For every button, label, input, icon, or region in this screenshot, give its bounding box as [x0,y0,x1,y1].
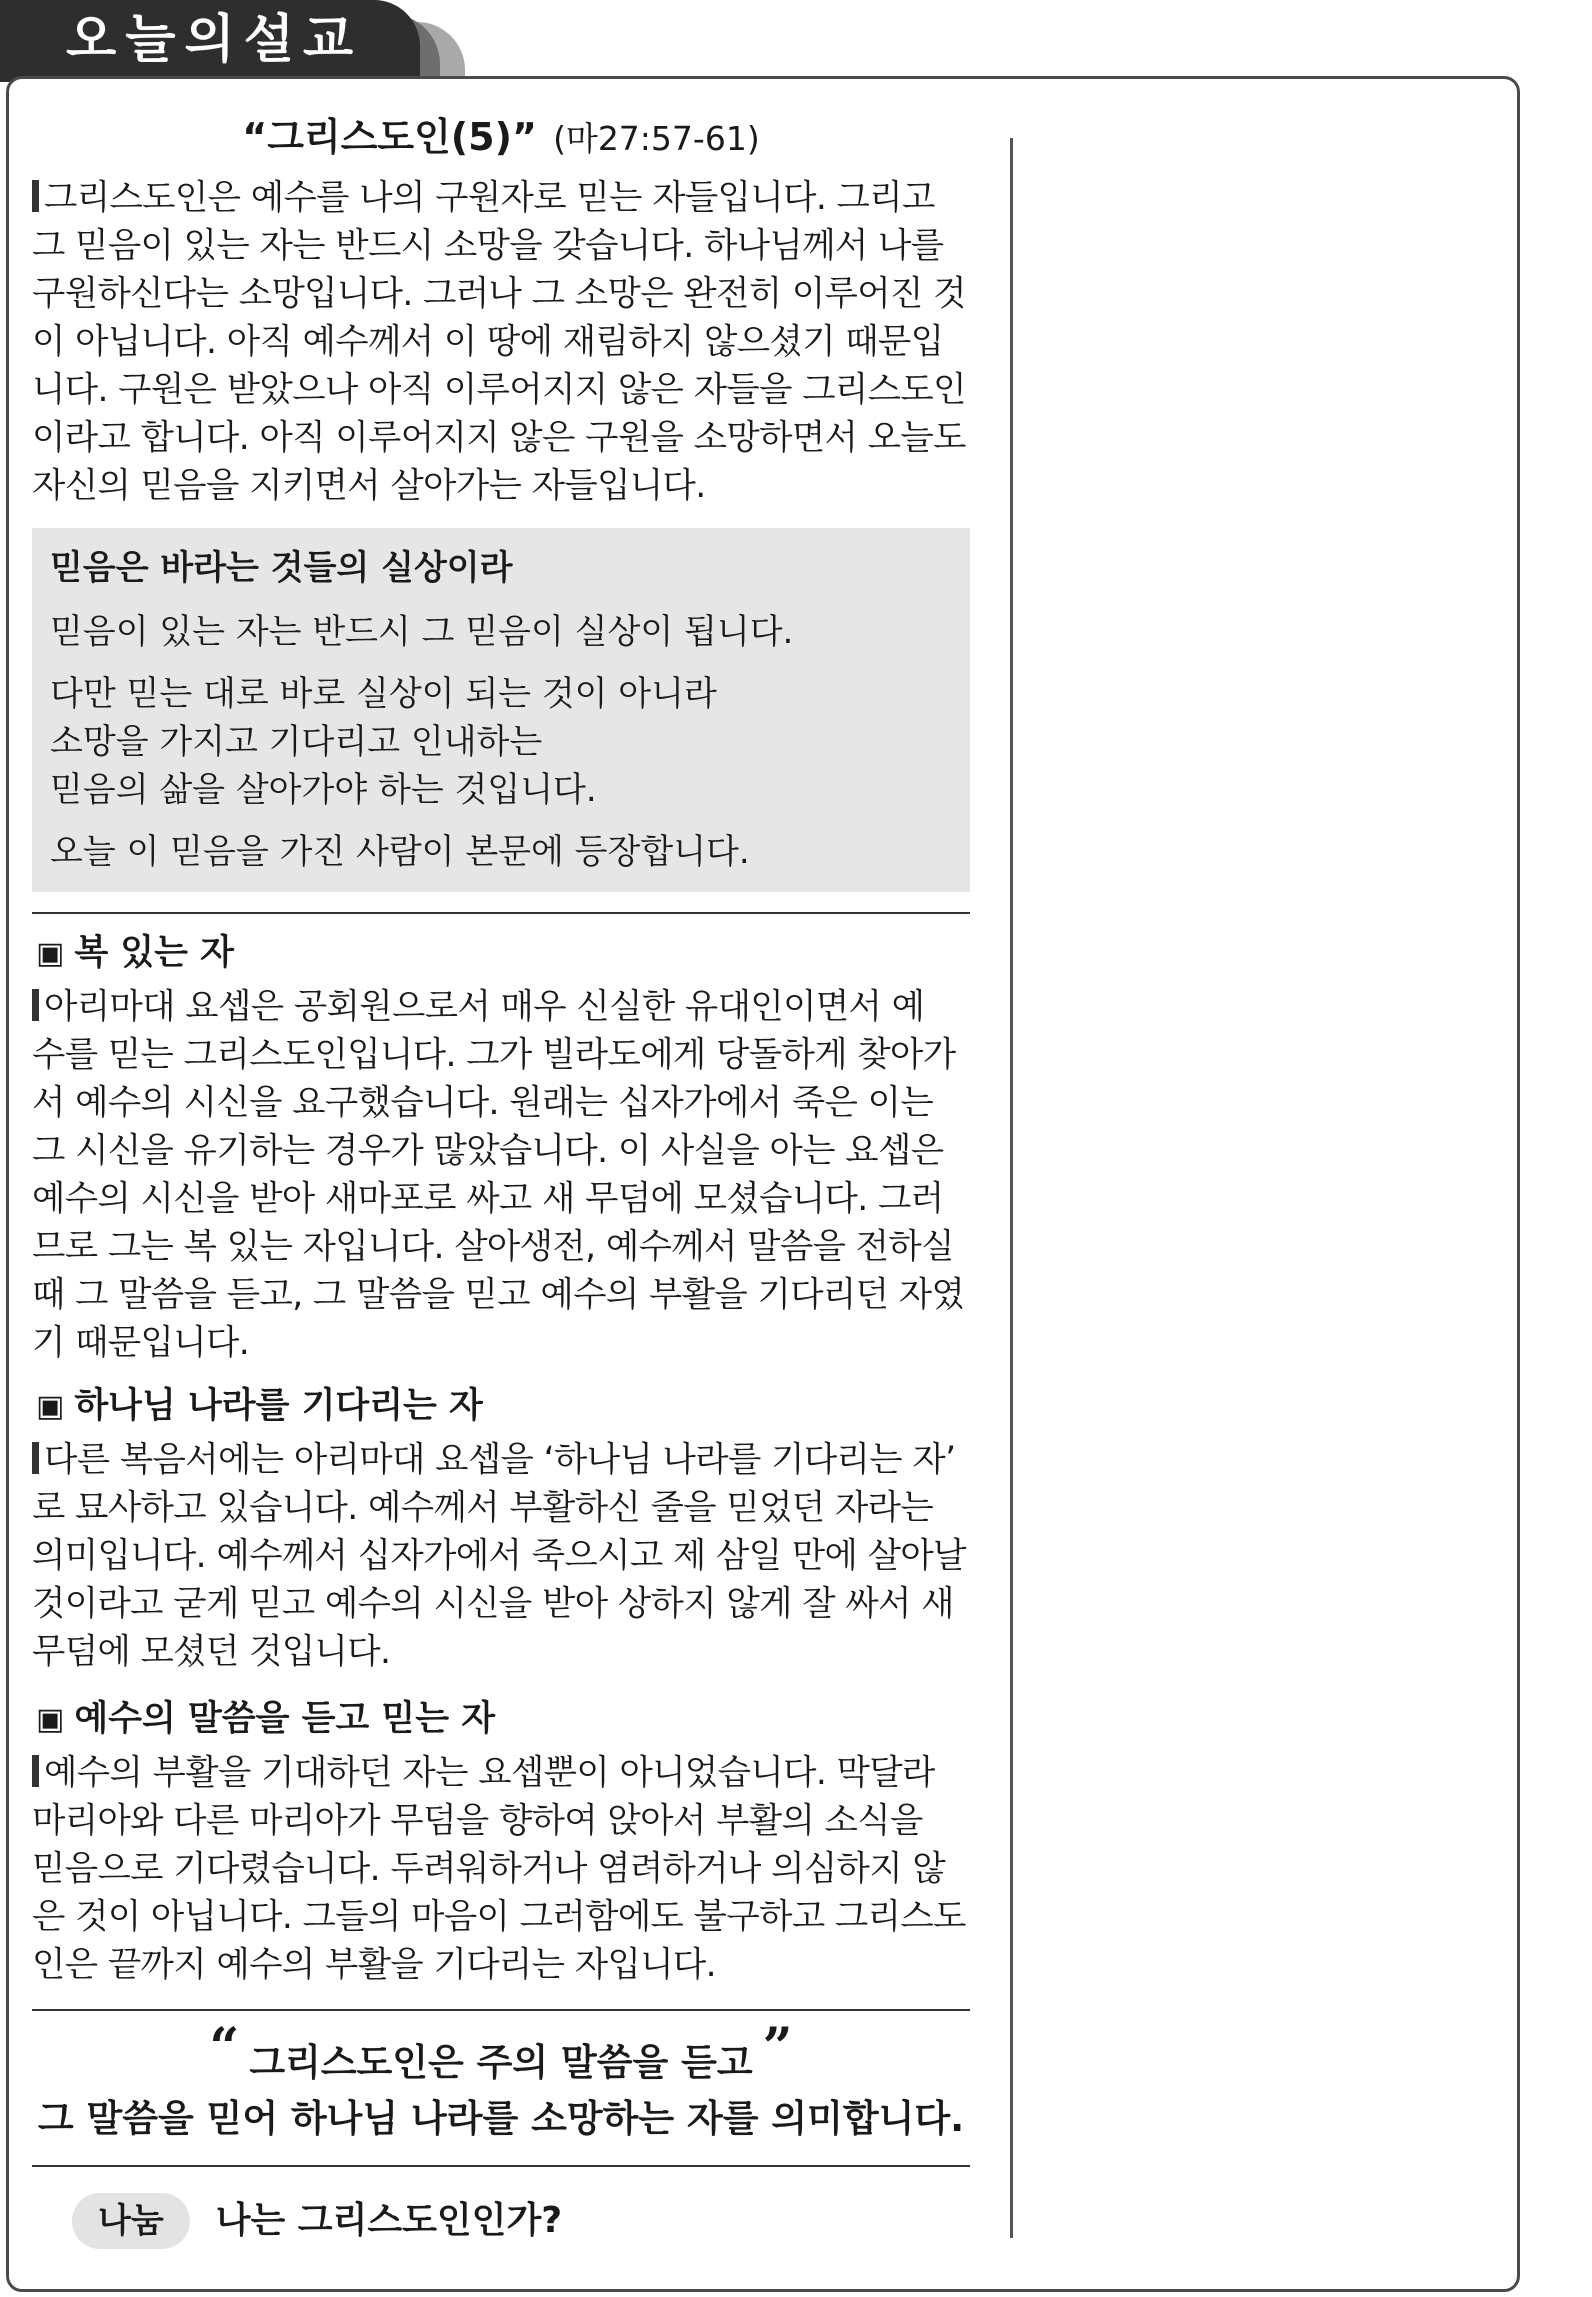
section-hear-and-believe [32,1694,970,1989]
callout-line: 오늘 이 믿음을 가진 사람이 본문에 등장합니다. [50,832,750,872]
section-blessed [32,928,970,1367]
sharing-row [32,2167,970,2249]
section-heading-text: 예수의 말씀을 듣고 믿는 자 [74,1699,496,1739]
callout-line: 다만 믿는 대로 바로 실상이 되는 것이 아니라 소망을 가지고 기다리고 인내하는 믿음의 삶을 살아가야 하는 것입니다. [50,674,717,810]
sermon-title [32,104,970,172]
section-paragraph [32,1436,970,1676]
quote-line-1-text: 그리스도인은 주의 말씀을 듣고 [249,2041,753,2084]
paragraph-marker-bar [32,1755,39,1787]
sermon-title-text: “그리스도인(5)” [242,115,537,159]
intro-text: 그리스도인은 예수를 나의 구원자로 믿는 자들입니다. 그리고 그 믿음이 있는 자는 반드시 소망을 갖습니다. 하나님께서 나를 구원하신다는 소망입니다. 그러나 그 소망은 완전히 이루어진 것 이 아닙니다. 아직 예수께서 이 땅에 재림하지 않으셨기 때문입 니다. 구원은 받았으나 아직 이루어지지 않은 자들을 그리스도인 이라고 합니다. 아직 이루어지지 않은 구원을 소망하면서 오늘도 자신의 믿음을 지키면서 살아가는 자들입니다. [32,178,966,506]
paragraph-marker-bar [32,989,39,1021]
section-body-text: 다른 복음서에는 아리마대 요셉을 ‘하나님 나라를 기다리는 자’ 로 묘사하고 있습니다. 예수께서 부활하신 줄을 믿었던 자라는 의미입니다. 예수께서 십자가에서 죽으시고 제 삼일 만에 살아날 것이라고 굳게 믿고 예수의 시신을 받아 상하지 않게 잘 싸서 새 무덤에 모셨던 것입니다. [32,1440,966,1672]
intro-paragraph [32,174,970,510]
callout-title: 믿음은 바라는 것들의 실상이라 [50,548,513,588]
callout-line: 믿음이 있는 자는 반드시 그 믿음이 실상이 됩니다. [50,612,794,652]
header-tab-label: 오늘의설교 [66,10,363,70]
section-paragraph [32,1749,970,1989]
section-divider [32,912,970,914]
section-heading [32,1381,970,1432]
quote-line-2: 그 말씀을 믿어 하나님 나라를 소망하는 자를 의미합니다. [37,2097,965,2140]
sermon-column [32,104,970,2249]
header-tab [0,0,420,82]
section-heading [32,1694,970,1745]
paragraph-marker-bar [32,1442,39,1474]
square-bullet-icon: ▣ [36,1702,65,1737]
paragraph-marker-bar [32,180,39,212]
sharing-badge: 나눔 [72,2193,190,2249]
scripture-reference: (마27:57-61) [553,119,760,158]
key-quote [32,2011,970,2165]
section-heading-text: 하나님 나라를 기다리는 자 [74,1386,483,1426]
section-paragraph [32,983,970,1367]
section-heading-text: 복 있는 자 [74,933,234,973]
section-waiting-kingdom [32,1381,970,1676]
callout-box [32,528,970,892]
section-body-text: 예수의 부활을 기대하던 자는 요셉뿐이 아니었습니다. 막달라 마리아와 다른 마리아가 무덤을 향하여 앉아서 부활의 소식을 믿음으로 기다렸습니다. 두려워하거나 염려하거나 의심하지 않 은 것이 아닙니다. 그들의 마음이 그러함에도 불구하고 그리스도 인은 끝까지 예수의 부활을 기다리는 자입니다. [32,1753,966,1985]
close-quote-icon: ” [762,2017,793,2078]
column-divider [1010,138,1013,2238]
section-heading [32,928,970,979]
sharing-question: 나는 그리스도인인가? [215,2200,563,2241]
open-quote-icon: “ [209,2017,240,2078]
section-body-text: 아리마대 요셉은 공회원으로서 매우 신실한 유대인이면서 예 수를 믿는 그리스도인입니다. 그가 빌라도에게 당돌하게 찾아가 서 예수의 시신을 요구했습니다. 원래는 십자가에서 죽은 이는 그 시신을 유기하는 경우가 많았습니다. 이 사실을 아는 요셉은 예수의 시신을 받아 새마포로 싸고 새 무덤에 모셨습니다. 그러 므로 그는 복 있는 자입니다. 살아생전, 예수께서 말씀을 전하실 때 그 말씀을 듣고, 그 말씀을 믿고 예수의 부활을 기다리던 자였 기 때문입니다. [32,987,965,1363]
square-bullet-icon: ▣ [36,936,65,971]
quote-line-1 [32,2017,970,2091]
square-bullet-icon: ▣ [36,1389,65,1424]
